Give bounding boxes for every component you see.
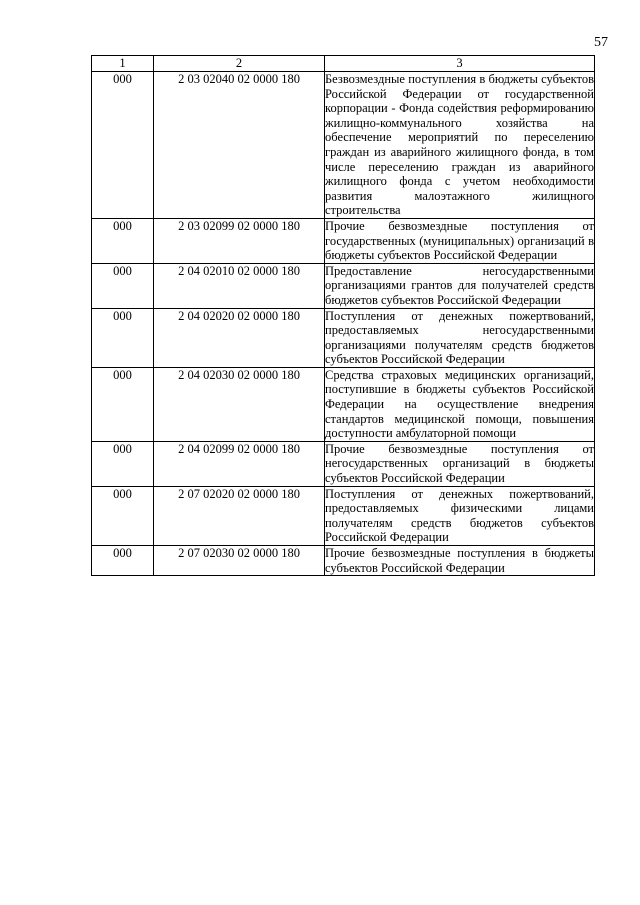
revenue-name-cell: Средства страховых медицинских организаций, поступившие в бюджеты субъектов Российской Федерации на осуществление внедрения стандартов медицинской помощи, повышения доступности амбулаторной помощи [325,367,594,441]
admin-code-cell: 000 [92,367,154,441]
revenue-name-cell: Безвозмездные поступления в бюджеты субъектов Российской Федерации от государственной корпорации - Фонда содействия реформированию жилищно-коммунального хозяйства на обеспечение мероприятий по переселению граждан из аварийного жилищного фонда, в том числе переселению граждан из аварийного жилищного фонда с учетом необходимости развития малоэтажного жилищного строительства [325,72,594,218]
revenue-name-cell: Прочие безвозмездные поступления от государственных (муниципальных) организаций в бюджеты субъектов Российской Федерации [325,218,594,263]
table-row [92,263,595,308]
revenue-name-cell: Прочие безвозмездные поступления от негосударственных организаций в бюджеты субъектов Российской Федерации [325,441,594,486]
budget-code-cell: 2 03 02099 02 0000 180 [154,218,325,263]
budget-code-cell: 2 04 02099 02 0000 180 [154,441,325,486]
revenue-name-cell: Поступления от денежных пожертвований, предоставляемых негосударственными организациями получателям средств бюджетов субъектов Российской Федерации [325,308,594,367]
budget-revenue-table [91,55,595,576]
table-row [92,441,595,486]
table-row [92,308,595,367]
table-row [92,367,595,441]
admin-code-cell: 000 [92,441,154,486]
column-header-1: 1 [92,56,154,72]
table-row [92,72,595,219]
table-row [92,486,595,545]
table-row [92,218,595,263]
admin-code-cell: 000 [92,486,154,545]
revenue-name-cell: Прочие безвозмездные поступления в бюджеты субъектов Российской Федерации [325,546,594,575]
table-row [92,546,595,576]
revenue-name-cell: Поступления от денежных пожертвований, предоставляемых физическими лицами получателям средств бюджетов субъектов Российской Федерации [325,486,594,545]
admin-code-cell: 000 [92,263,154,308]
admin-code-cell: 000 [92,72,154,219]
column-header-2: 2 [154,56,325,72]
column-header-3: 3 [325,56,595,72]
page-number: 57 [594,35,608,50]
table-header-row [92,56,595,72]
budget-code-cell: 2 07 02030 02 0000 180 [154,546,325,576]
budget-code-cell: 2 04 02010 02 0000 180 [154,263,325,308]
budget-code-cell: 2 07 02020 02 0000 180 [154,486,325,545]
admin-code-cell: 000 [92,218,154,263]
revenue-name-cell: Предоставление негосударственными организациями грантов для получателей средств бюджетов субъектов Российской Федерации [325,263,594,307]
budget-code-cell: 2 03 02040 02 0000 180 [154,72,325,219]
admin-code-cell: 000 [92,546,154,576]
admin-code-cell: 000 [92,308,154,367]
budget-code-cell: 2 04 02020 02 0000 180 [154,308,325,367]
budget-code-cell: 2 04 02030 02 0000 180 [154,367,325,441]
